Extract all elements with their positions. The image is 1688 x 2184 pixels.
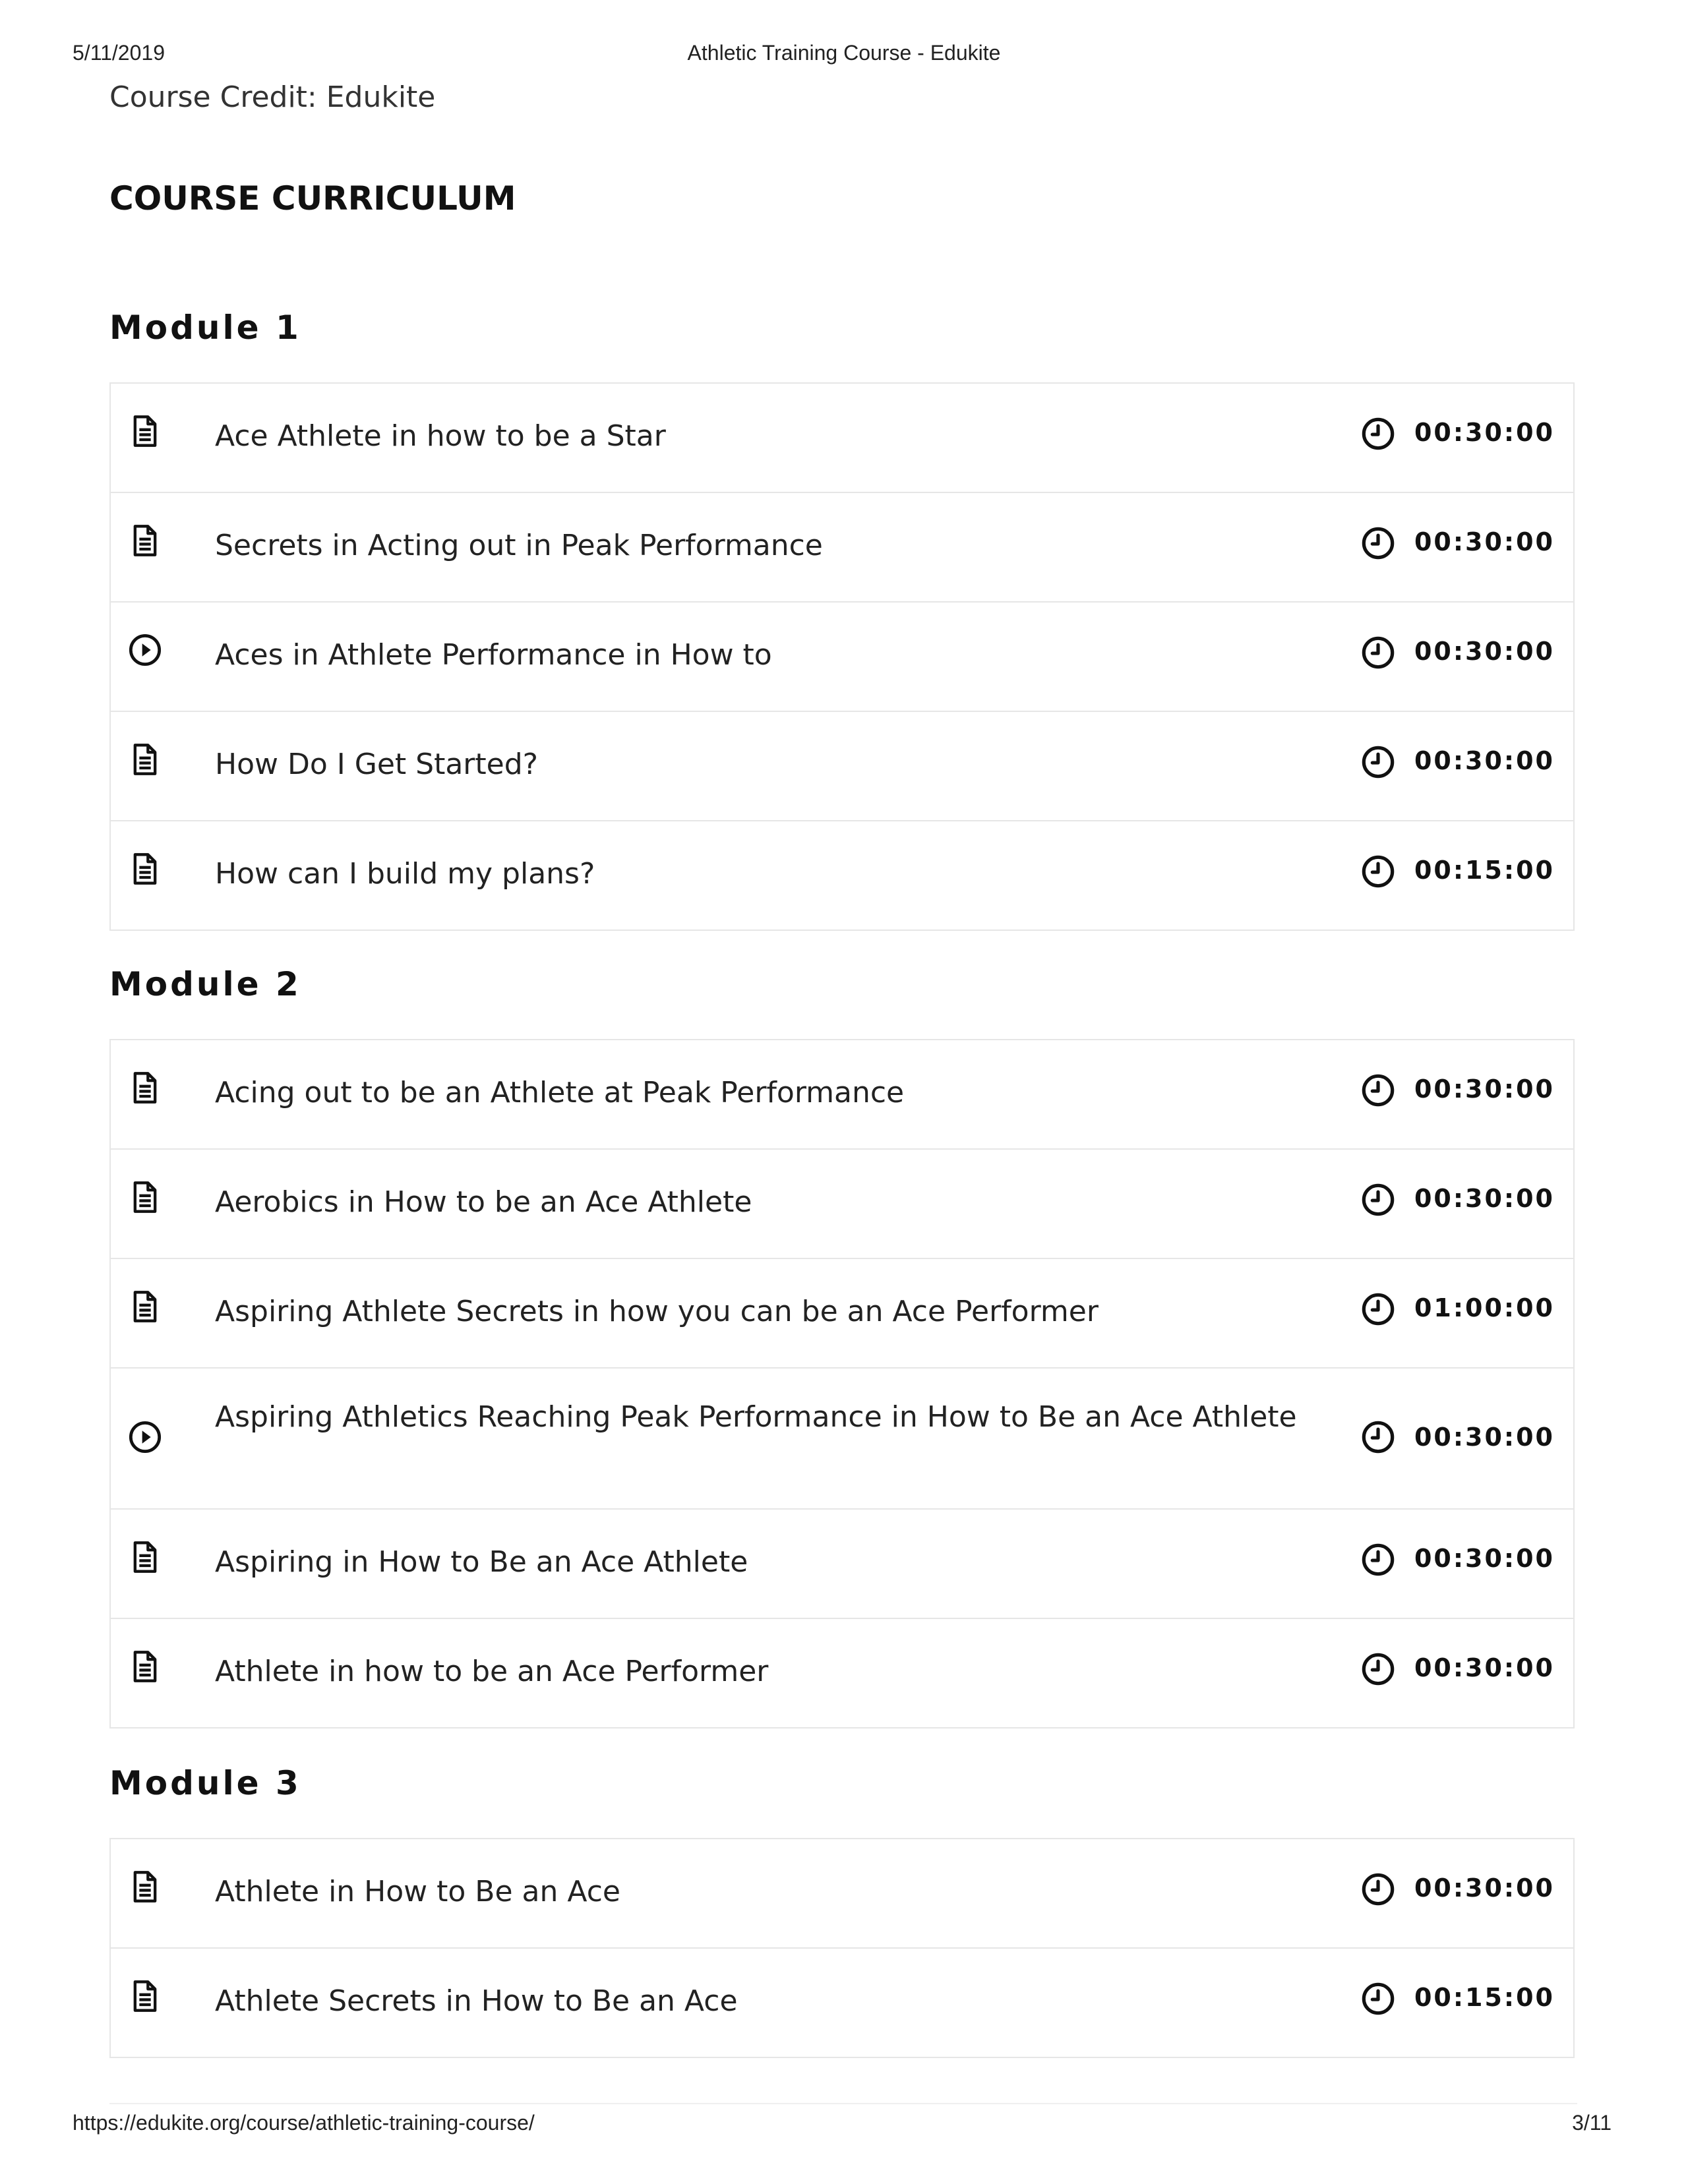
lesson-duration: 00:15:00 — [1414, 1983, 1555, 2012]
lesson-row[interactable] — [111, 1367, 1573, 1508]
lesson-duration: 00:30:00 — [1414, 1075, 1555, 1104]
lesson-duration: 00:30:00 — [1414, 527, 1555, 556]
lesson-title[interactable]: Aspiring Athlete Secrets in how you can be an Ace Performer — [215, 1295, 1099, 1328]
module-3-lessons — [109, 1838, 1575, 2058]
lesson-row[interactable] — [111, 1040, 1573, 1148]
document-icon — [128, 1180, 162, 1214]
course-credit: Course Credit: Edukite — [109, 80, 436, 114]
curriculum-heading: COURSE CURRICULUM — [109, 179, 516, 218]
lesson-title[interactable]: Aspiring Athletics Reaching Peak Performance in How to Be an Ace Athlete — [215, 1400, 1297, 1434]
module-1-lessons — [109, 382, 1575, 931]
lesson-duration: 00:30:00 — [1414, 1184, 1555, 1213]
document-icon — [128, 1649, 162, 1684]
print-url: https://edukite.org/course/athletic-training-course/ — [73, 2111, 535, 2135]
clock-icon — [1361, 417, 1395, 451]
lesson-title[interactable]: How can I build my plans? — [215, 857, 595, 891]
lesson-row[interactable] — [111, 1508, 1573, 1618]
module-2-lessons — [109, 1039, 1575, 1728]
lesson-duration: 00:30:00 — [1414, 746, 1555, 775]
lesson-row[interactable] — [111, 711, 1573, 820]
lesson-row[interactable] — [111, 492, 1573, 601]
document-icon — [128, 1289, 162, 1324]
footer-divider — [109, 2103, 1577, 2104]
page-number: 3/11 — [1572, 2111, 1612, 2135]
clock-icon — [1361, 854, 1395, 889]
print-date: 5/11/2019 — [73, 41, 165, 65]
module-3-title: Module 3 — [109, 1764, 301, 1802]
lesson-title[interactable]: Athlete in how to be an Ace Performer — [215, 1655, 769, 1688]
module-2-title: Module 2 — [109, 965, 301, 1003]
lesson-duration: 00:30:00 — [1414, 1423, 1555, 1452]
print-footer — [0, 2111, 1688, 2137]
clock-icon — [1361, 1543, 1395, 1577]
lesson-duration: 00:15:00 — [1414, 856, 1555, 885]
lesson-row[interactable] — [111, 384, 1573, 492]
clock-icon — [1361, 526, 1395, 560]
document-icon — [128, 414, 162, 448]
document-icon — [128, 1870, 162, 1904]
clock-icon — [1361, 1073, 1395, 1107]
lesson-title[interactable]: Ace Athlete in how to be a Star — [215, 419, 666, 453]
lesson-row[interactable] — [111, 1618, 1573, 1727]
play-icon — [128, 633, 162, 667]
clock-icon — [1361, 635, 1395, 670]
lesson-title[interactable]: Athlete in How to Be an Ace — [215, 1875, 620, 1908]
clock-icon — [1361, 1872, 1395, 1906]
lesson-row[interactable] — [111, 601, 1573, 711]
lesson-duration: 01:00:00 — [1414, 1293, 1555, 1322]
lesson-row[interactable] — [111, 1258, 1573, 1367]
lesson-row[interactable] — [111, 1148, 1573, 1258]
document-icon — [128, 1071, 162, 1105]
print-page-title: Athletic Training Course - Edukite — [687, 41, 1001, 65]
print-header — [0, 41, 1688, 67]
lesson-row[interactable] — [111, 1947, 1573, 2057]
lesson-title[interactable]: Aerobics in How to be an Ace Athlete — [215, 1185, 752, 1219]
document-icon — [128, 1979, 162, 2013]
play-icon — [128, 1420, 162, 1454]
clock-icon — [1361, 1420, 1395, 1454]
lesson-title[interactable]: Athlete Secrets in How to Be an Ace — [215, 1984, 738, 2018]
module-1-title: Module 1 — [109, 309, 301, 347]
lesson-duration: 00:30:00 — [1414, 1653, 1555, 1682]
lesson-duration: 00:30:00 — [1414, 418, 1555, 447]
lesson-duration: 00:30:00 — [1414, 1544, 1555, 1573]
clock-icon — [1361, 1183, 1395, 1217]
lesson-title[interactable]: Aspiring in How to Be an Ace Athlete — [215, 1545, 748, 1579]
clock-icon — [1361, 1292, 1395, 1326]
lesson-title[interactable]: How Do I Get Started? — [215, 748, 538, 781]
clock-icon — [1361, 1652, 1395, 1686]
lesson-row[interactable] — [111, 1839, 1573, 1947]
clock-icon — [1361, 1982, 1395, 2016]
document-icon — [128, 742, 162, 777]
lesson-duration: 00:30:00 — [1414, 637, 1555, 666]
lesson-title[interactable]: Acing out to be an Athlete at Peak Performance — [215, 1076, 905, 1109]
lesson-row[interactable] — [111, 820, 1573, 930]
document-icon — [128, 1540, 162, 1574]
clock-icon — [1361, 745, 1395, 779]
lesson-title[interactable]: Aces in Athlete Performance in How to — [215, 638, 772, 672]
document-icon — [128, 852, 162, 886]
document-icon — [128, 523, 162, 558]
lesson-title[interactable]: Secrets in Acting out in Peak Performance — [215, 529, 823, 562]
lesson-duration: 00:30:00 — [1414, 1874, 1555, 1903]
